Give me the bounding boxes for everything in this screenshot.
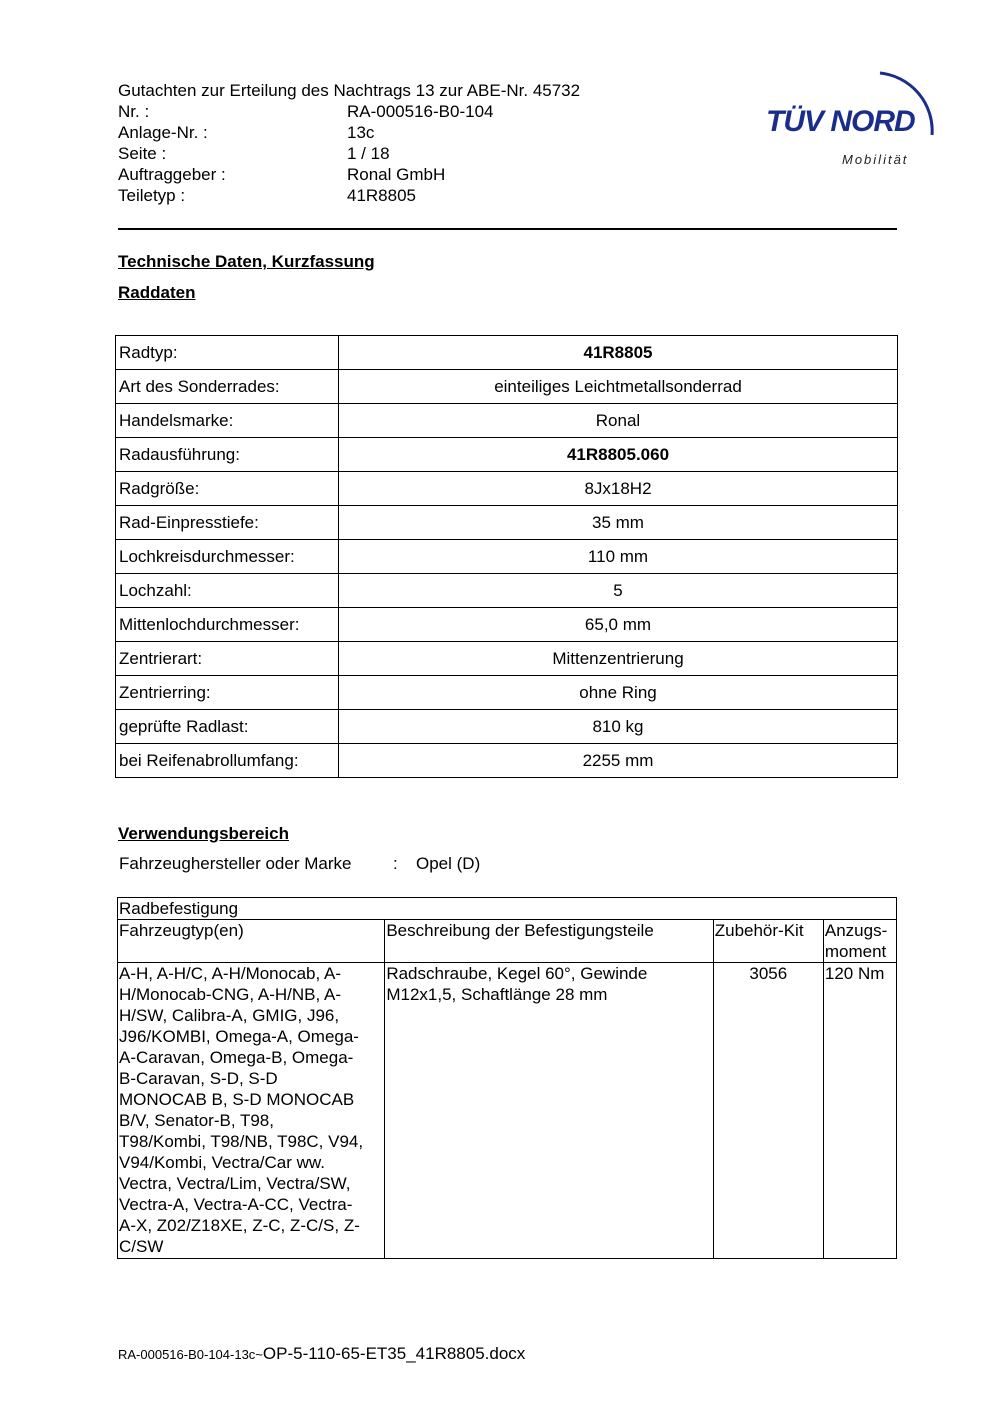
row-value: 8Jx18H2 xyxy=(339,472,898,506)
section-title: Technische Daten, Kurzfassung xyxy=(118,252,375,271)
header-title: Gutachten zur Erteilung des Nachtrags 13 zur ABE-Nr. 45732 xyxy=(118,81,581,100)
table-caption-row xyxy=(118,898,897,920)
header-beschreibung: Beschreibung der Befestigungsteile xyxy=(385,920,713,963)
row-value: 65,0 mm xyxy=(339,608,898,642)
raddaten-table xyxy=(115,335,898,778)
header-fahrzeugtyp: Fahrzeugtyp(en) xyxy=(118,920,385,963)
table-row xyxy=(116,642,898,676)
table-row xyxy=(116,540,898,574)
row-label: Art des Sonderrades: xyxy=(116,370,339,404)
cell-kit: 3056 xyxy=(713,963,823,1259)
table-row xyxy=(116,336,898,370)
header-moment xyxy=(823,920,896,963)
row-value: ohne Ring xyxy=(339,676,898,710)
row-value: 41R8805.060 xyxy=(339,438,898,472)
page-footer xyxy=(118,1344,525,1364)
fahrzeugtyp-line: MONOCAB B, S-D MONOCAB xyxy=(119,1090,355,1109)
row-value: 810 kg xyxy=(339,710,898,744)
row-label: Radausführung: xyxy=(116,438,339,472)
fahrzeugtyp-line: Vectra, Vectra/Lim, Vectra/SW, xyxy=(119,1174,351,1193)
fahrzeugtyp-line: V94/Kombi, Vectra/Car ww. xyxy=(119,1153,325,1172)
header-value: 13c xyxy=(347,123,375,142)
fahrzeugtyp-line: A-H, A-H/C, A-H/Monocab, A- xyxy=(119,964,342,983)
beschreibung-line: M12x1,5, Schaftlänge 28 mm xyxy=(386,985,608,1004)
header-label: Seite : xyxy=(118,144,167,163)
row-value: Ronal xyxy=(339,404,898,438)
table-row xyxy=(118,963,897,1259)
row-value: einteiliges Leichtmetallsonderrad xyxy=(339,370,898,404)
header-value: Ronal GmbH xyxy=(347,165,446,184)
fahrzeugtyp-line: B-Caravan, S-D, S-D xyxy=(119,1069,278,1088)
row-value: 5 xyxy=(339,574,898,608)
row-value: Mittenzentrierung xyxy=(339,642,898,676)
table-row xyxy=(116,404,898,438)
table-row xyxy=(116,472,898,506)
header-label: Anlage-Nr. : xyxy=(118,123,208,142)
header-row-anlage xyxy=(118,122,580,143)
row-value: 2255 mm xyxy=(339,744,898,778)
row-label: Radgröße: xyxy=(116,472,339,506)
row-value: 41R8805 xyxy=(339,336,898,370)
section-title-verwendungsbereich: Verwendungsbereich xyxy=(118,824,289,843)
hersteller-label: Fahrzeughersteller oder Marke xyxy=(119,854,352,873)
row-label: Lochzahl: xyxy=(116,574,339,608)
table-row xyxy=(116,744,898,778)
fahrzeugtyp-line: H/Monocab-CNG, A-H/NB, A- xyxy=(119,985,342,1004)
footer-filename: OP-5-110-65-ET35_41R8805.docx xyxy=(262,1344,526,1363)
table-row xyxy=(116,506,898,540)
cell-moment: 120 Nm xyxy=(823,963,896,1259)
header-label: Auftraggeber : xyxy=(118,165,226,184)
header-kit: Zubehör-Kit xyxy=(713,920,823,963)
header-value: 41R8805 xyxy=(347,186,417,205)
row-value: 35 mm xyxy=(339,506,898,540)
table-row xyxy=(116,574,898,608)
header-label: Teiletyp : xyxy=(118,186,186,205)
row-label: Lochkreisdurchmesser: xyxy=(116,540,339,574)
row-value: 110 mm xyxy=(339,540,898,574)
fahrzeugtyp-line: A-X, Z02/Z18XE, Z-C, Z-C/S, Z- xyxy=(119,1216,360,1235)
hersteller-value: Opel (D) xyxy=(416,854,481,873)
header-value: RA-000516-B0-104 xyxy=(347,102,494,121)
logo-subtitle: Mobilität xyxy=(842,152,909,167)
row-label: geprüfte Radlast: xyxy=(116,710,339,744)
header-row-seite xyxy=(118,143,580,164)
row-label: Handelsmarke: xyxy=(116,404,339,438)
fahrzeugtyp-line: T98/Kombi, T98/NB, T98C, V94, xyxy=(119,1132,364,1151)
fahrzeugtyp-line: J96/KOMBI, Omega-A, Omega- xyxy=(119,1027,359,1046)
fahrzeugtyp-line: A-Caravan, Omega-B, Omega- xyxy=(119,1048,354,1067)
fahrzeugtyp-line: Vectra-A, Vectra-A-CC, Vectra- xyxy=(119,1195,353,1214)
hersteller-line xyxy=(119,854,480,874)
beschreibung-line: Radschraube, Kegel 60°, Gewinde xyxy=(386,964,648,983)
header-value: 1 / 18 xyxy=(347,144,390,163)
table-row xyxy=(116,608,898,642)
header-moment-line: Anzugs- xyxy=(824,921,888,940)
cell-beschreibung xyxy=(385,963,713,1259)
table-row xyxy=(116,438,898,472)
header-divider xyxy=(118,228,897,230)
table-row xyxy=(116,710,898,744)
row-label: Radtyp: xyxy=(116,336,339,370)
table-caption: Radbefestigung xyxy=(118,898,897,920)
table-row xyxy=(116,370,898,404)
document-header xyxy=(118,80,580,206)
footer-prefix: RA-000516-B0-104-13c~ xyxy=(118,1347,263,1362)
header-row-teiletyp xyxy=(118,185,580,206)
logo-brand: TÜV NORD xyxy=(766,105,915,138)
table-row xyxy=(116,676,898,710)
fahrzeugtyp-line: H/SW, Calibra-A, GMIG, J96, xyxy=(119,1006,340,1025)
fahrzeugtyp-line: C/SW xyxy=(119,1237,164,1256)
row-label: Rad-Einpresstiefe: xyxy=(116,506,339,540)
tuv-nord-logo xyxy=(760,55,950,175)
cell-fahrzeugtyp xyxy=(118,963,385,1259)
hersteller-separator: : xyxy=(393,854,398,873)
header-row-nr xyxy=(118,101,580,122)
row-label: Zentrierring: xyxy=(116,676,339,710)
table-header-row xyxy=(118,920,897,963)
row-label: Mittenlochdurchmesser: xyxy=(116,608,339,642)
row-label: Zentrierart: xyxy=(116,642,339,676)
header-row-auftraggeber xyxy=(118,164,580,185)
header-label: Nr. : xyxy=(118,102,150,121)
radbefestigung-table xyxy=(117,897,897,1259)
section-subtitle: Raddaten xyxy=(118,283,196,302)
fahrzeugtyp-line: B/V, Senator-B, T98, xyxy=(119,1111,274,1130)
row-label: bei Reifenabrollumfang: xyxy=(116,744,339,778)
header-moment-line: moment xyxy=(824,942,887,961)
